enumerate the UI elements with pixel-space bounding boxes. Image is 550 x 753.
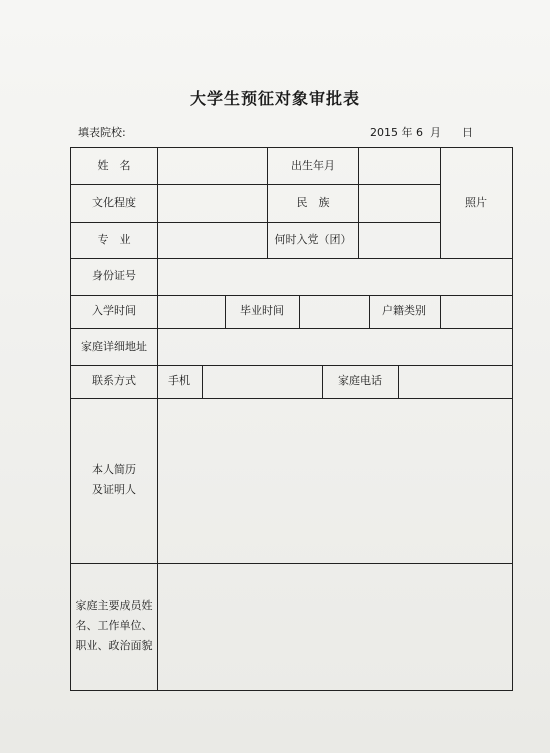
- ethnicity-label: 民 族: [296, 196, 330, 209]
- family-label-line2: 名、工作单位、: [75, 619, 153, 632]
- family-label-line3: 职业、政治面貌: [75, 639, 153, 652]
- graduation-date-label: 毕业时间: [240, 304, 284, 317]
- education-label: 文化程度: [92, 196, 136, 209]
- major-label: 专 业: [97, 233, 131, 246]
- resume-label-line2: 及证明人: [92, 483, 136, 496]
- date-month-unit: 月: [430, 126, 441, 139]
- approval-table: [70, 147, 513, 691]
- hukou-type-label: 户籍类别: [382, 304, 426, 317]
- family-members-label: [76, 596, 153, 656]
- mobile-label: 手机: [168, 374, 190, 387]
- date-year-unit: 年: [401, 126, 413, 139]
- form-title: 大学生预征对象审批表: [189, 89, 360, 108]
- contact-label: 联系方式: [92, 374, 136, 387]
- enrollment-date-label: 入学时间: [92, 304, 136, 317]
- date-year: 2015: [370, 126, 398, 139]
- family-label-line1: 家庭主要成员姓: [75, 599, 153, 612]
- resume-label: [92, 460, 136, 500]
- school-label: 填表院校:: [78, 126, 126, 139]
- resume-label-line1: 本人简历: [92, 463, 136, 476]
- birth-date-label: 出生年月: [291, 159, 335, 172]
- home-phone-label: 家庭电话: [338, 374, 382, 387]
- party-join-label: 何时入党（团）: [274, 233, 352, 246]
- id-number-label: 身份证号: [92, 269, 136, 282]
- photo-label: 照片: [465, 196, 487, 209]
- fill-date: [370, 124, 473, 140]
- date-month: 6: [416, 126, 423, 139]
- name-label: 姓 名: [97, 159, 131, 172]
- home-address-label: 家庭详细地址: [81, 340, 147, 353]
- date-day-unit: 日: [461, 126, 473, 139]
